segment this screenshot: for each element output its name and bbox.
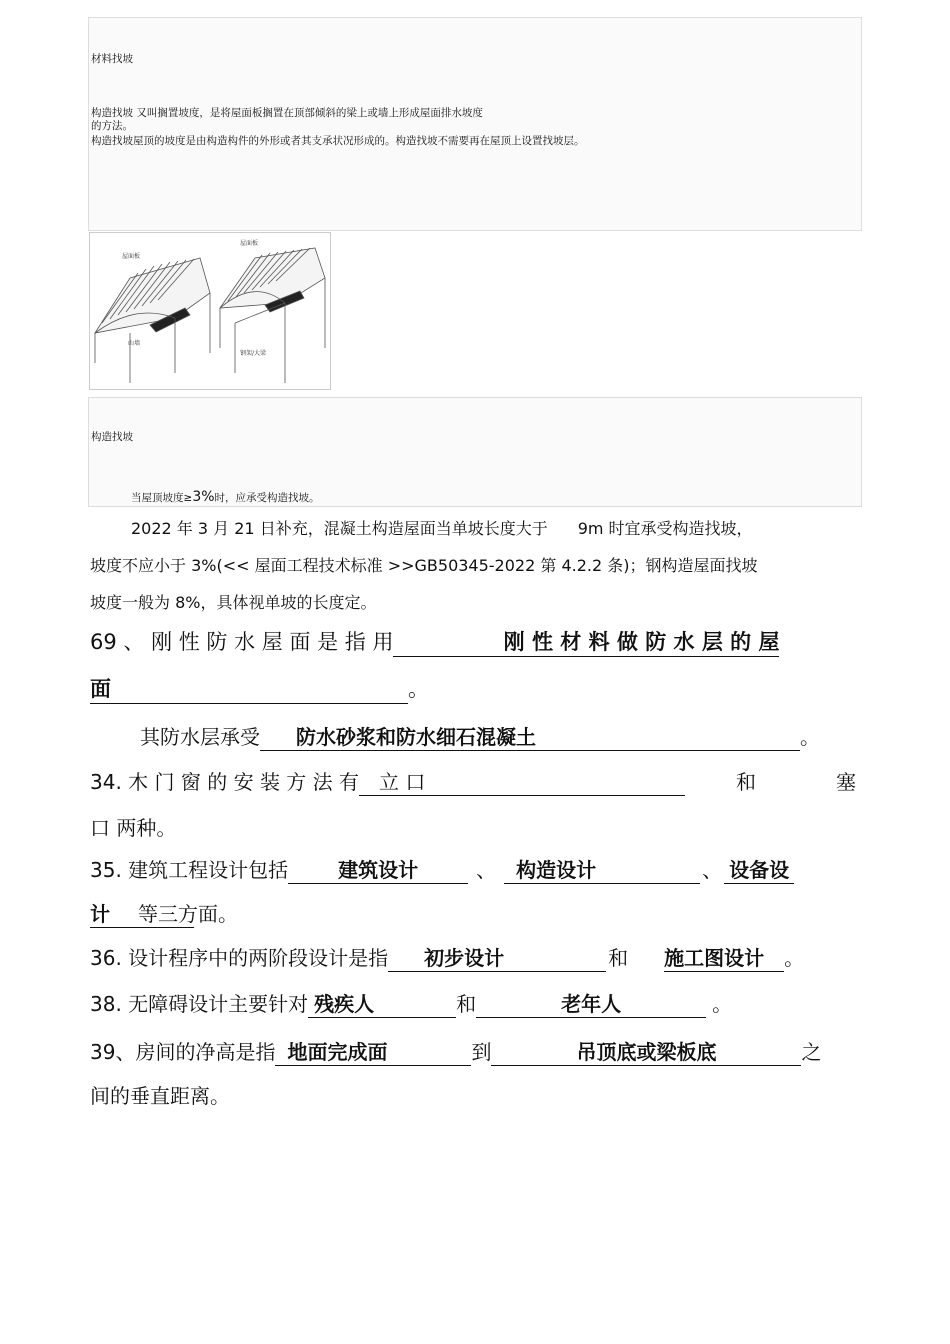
question-text: 和 — [608, 946, 629, 970]
answer-blank — [308, 988, 456, 1018]
question-text: 。 — [408, 677, 429, 701]
answer-blank — [491, 1036, 801, 1066]
panel-text-line: 构造找坡屋顶的坡度是由构造构件的外形或者其支承状况形成的。构造找坡不需要再在屋顶上设置找坡层。 — [91, 135, 585, 147]
answer-blank — [90, 673, 408, 704]
supplement-line-1 — [131, 516, 753, 539]
supplement-line-2: 坡度不应小于 3%(<< 屋面工程技术标准 >>GB50345-2022 第 4.2.2 条)；钢构造屋面找坡 — [90, 556, 758, 575]
answer-blank — [288, 854, 468, 884]
slope-note-pre: 当屋顶坡度≥ — [131, 492, 193, 504]
question-text: 35. 建筑工程设计包括 — [90, 858, 289, 882]
supplement-line-3: 坡度一般为 8%，具体视单坡的长度定。 — [90, 593, 377, 612]
question-text: 。 — [784, 946, 805, 970]
question-text: 、 — [476, 858, 497, 882]
question-39 — [90, 1036, 821, 1066]
answer-text: 残疾人 — [314, 992, 375, 1016]
answer-blank — [275, 1036, 471, 1066]
question-text: 和 — [456, 992, 477, 1016]
answer-text: 初步设计 — [424, 946, 505, 970]
answer-blank — [388, 942, 606, 972]
question-35-cont — [90, 898, 238, 928]
answer-blank — [359, 766, 685, 796]
question-text: 39、房间的净高是指 — [90, 1040, 276, 1064]
question-text: 到 — [471, 1040, 492, 1064]
question-36 — [90, 942, 804, 972]
answer-text: 地面完成面 — [287, 1040, 388, 1064]
answer-text: 刚 性 材 料 做 防 水 层 的 屋 — [503, 630, 780, 654]
question-39-cont: 间的垂直距离。 — [90, 1084, 230, 1108]
question-35 — [90, 854, 794, 884]
question-text: 、 — [702, 858, 723, 882]
answer-text: 吊顶底或梁板底 — [576, 1040, 717, 1064]
question-text: 其防水层承受 — [140, 725, 260, 749]
answer-text: 构造设计 — [516, 858, 597, 882]
question-text: 。 — [800, 725, 820, 749]
answer-text: 建筑设计 — [338, 858, 419, 882]
question-text: 36. 设计程序中的两阶段设计是指 — [90, 946, 389, 970]
question-69-cont — [90, 673, 429, 704]
panel-heading: 构造找坡 — [91, 431, 133, 443]
answer-text: 立 口 — [379, 770, 426, 794]
question-34-mid: 和 — [736, 770, 756, 794]
panel-heading: 材料找坡 — [91, 53, 133, 65]
supplement-text: 2022 年 3 月 21 日补充，混凝土构造屋面当单坡长度大于 — [131, 519, 548, 538]
question-38 — [90, 988, 732, 1018]
answer-text: 计 — [90, 902, 110, 926]
question-69 — [90, 626, 779, 657]
answer-text: 老年人 — [561, 992, 622, 1016]
supplement-text: 9m 时宜承受构造找坡， — [577, 519, 753, 538]
answer-text: 防水砂浆和防水细石混凝土 — [296, 725, 536, 749]
figure-label: 屋面板 — [240, 240, 259, 247]
answer-blank — [90, 898, 238, 928]
figure-label: 屋面板 — [122, 253, 141, 260]
slope-note-post: 时，应承受构造找坡。 — [214, 492, 320, 504]
question-69-line-2 — [140, 721, 820, 751]
question-text: 等三方面。 — [138, 902, 238, 926]
question-text: 38. 无障碍设计主要针对 — [90, 992, 309, 1016]
answer-blank — [664, 942, 784, 972]
answer-blank — [260, 721, 800, 751]
figure-label: 钢架/大梁 — [240, 350, 267, 357]
question-text: 之 — [801, 1040, 822, 1064]
question-text: 34. 木 门 窗 的 安 装 方 法 有 — [90, 770, 360, 794]
roof-structure-figure — [89, 232, 331, 390]
answer-blank — [504, 854, 700, 884]
question-34 — [90, 766, 685, 796]
question-text: 。 — [712, 992, 733, 1016]
answer-blank — [724, 854, 794, 884]
answer-text: 面 — [90, 677, 111, 701]
panel-text-line: 构造找坡 又叫搁置坡度，是将屋面板搁置在顶部倾斜的梁上或墙上形成屋面排水坡度 — [91, 107, 483, 119]
answer-text: 施工图设计 — [664, 946, 765, 970]
roof-drawing-image — [90, 233, 330, 389]
material-slope-panel — [88, 17, 862, 231]
structural-slope-panel — [88, 397, 862, 507]
answer-blank — [393, 626, 779, 657]
answer-text: 设备设 — [729, 858, 790, 882]
slope-note — [131, 491, 320, 505]
question-34-cont: 口 两种。 — [90, 816, 177, 840]
panel-text-line: 的方法。 — [91, 120, 133, 132]
question-34-answer-2: 塞 — [836, 770, 856, 794]
answer-blank — [476, 988, 706, 1018]
slope-note-value: 3% — [192, 489, 215, 505]
figure-label: 山墙 — [128, 340, 141, 347]
question-text: 69 、 刚 性 防 水 屋 面 是 指 用 — [90, 630, 394, 654]
